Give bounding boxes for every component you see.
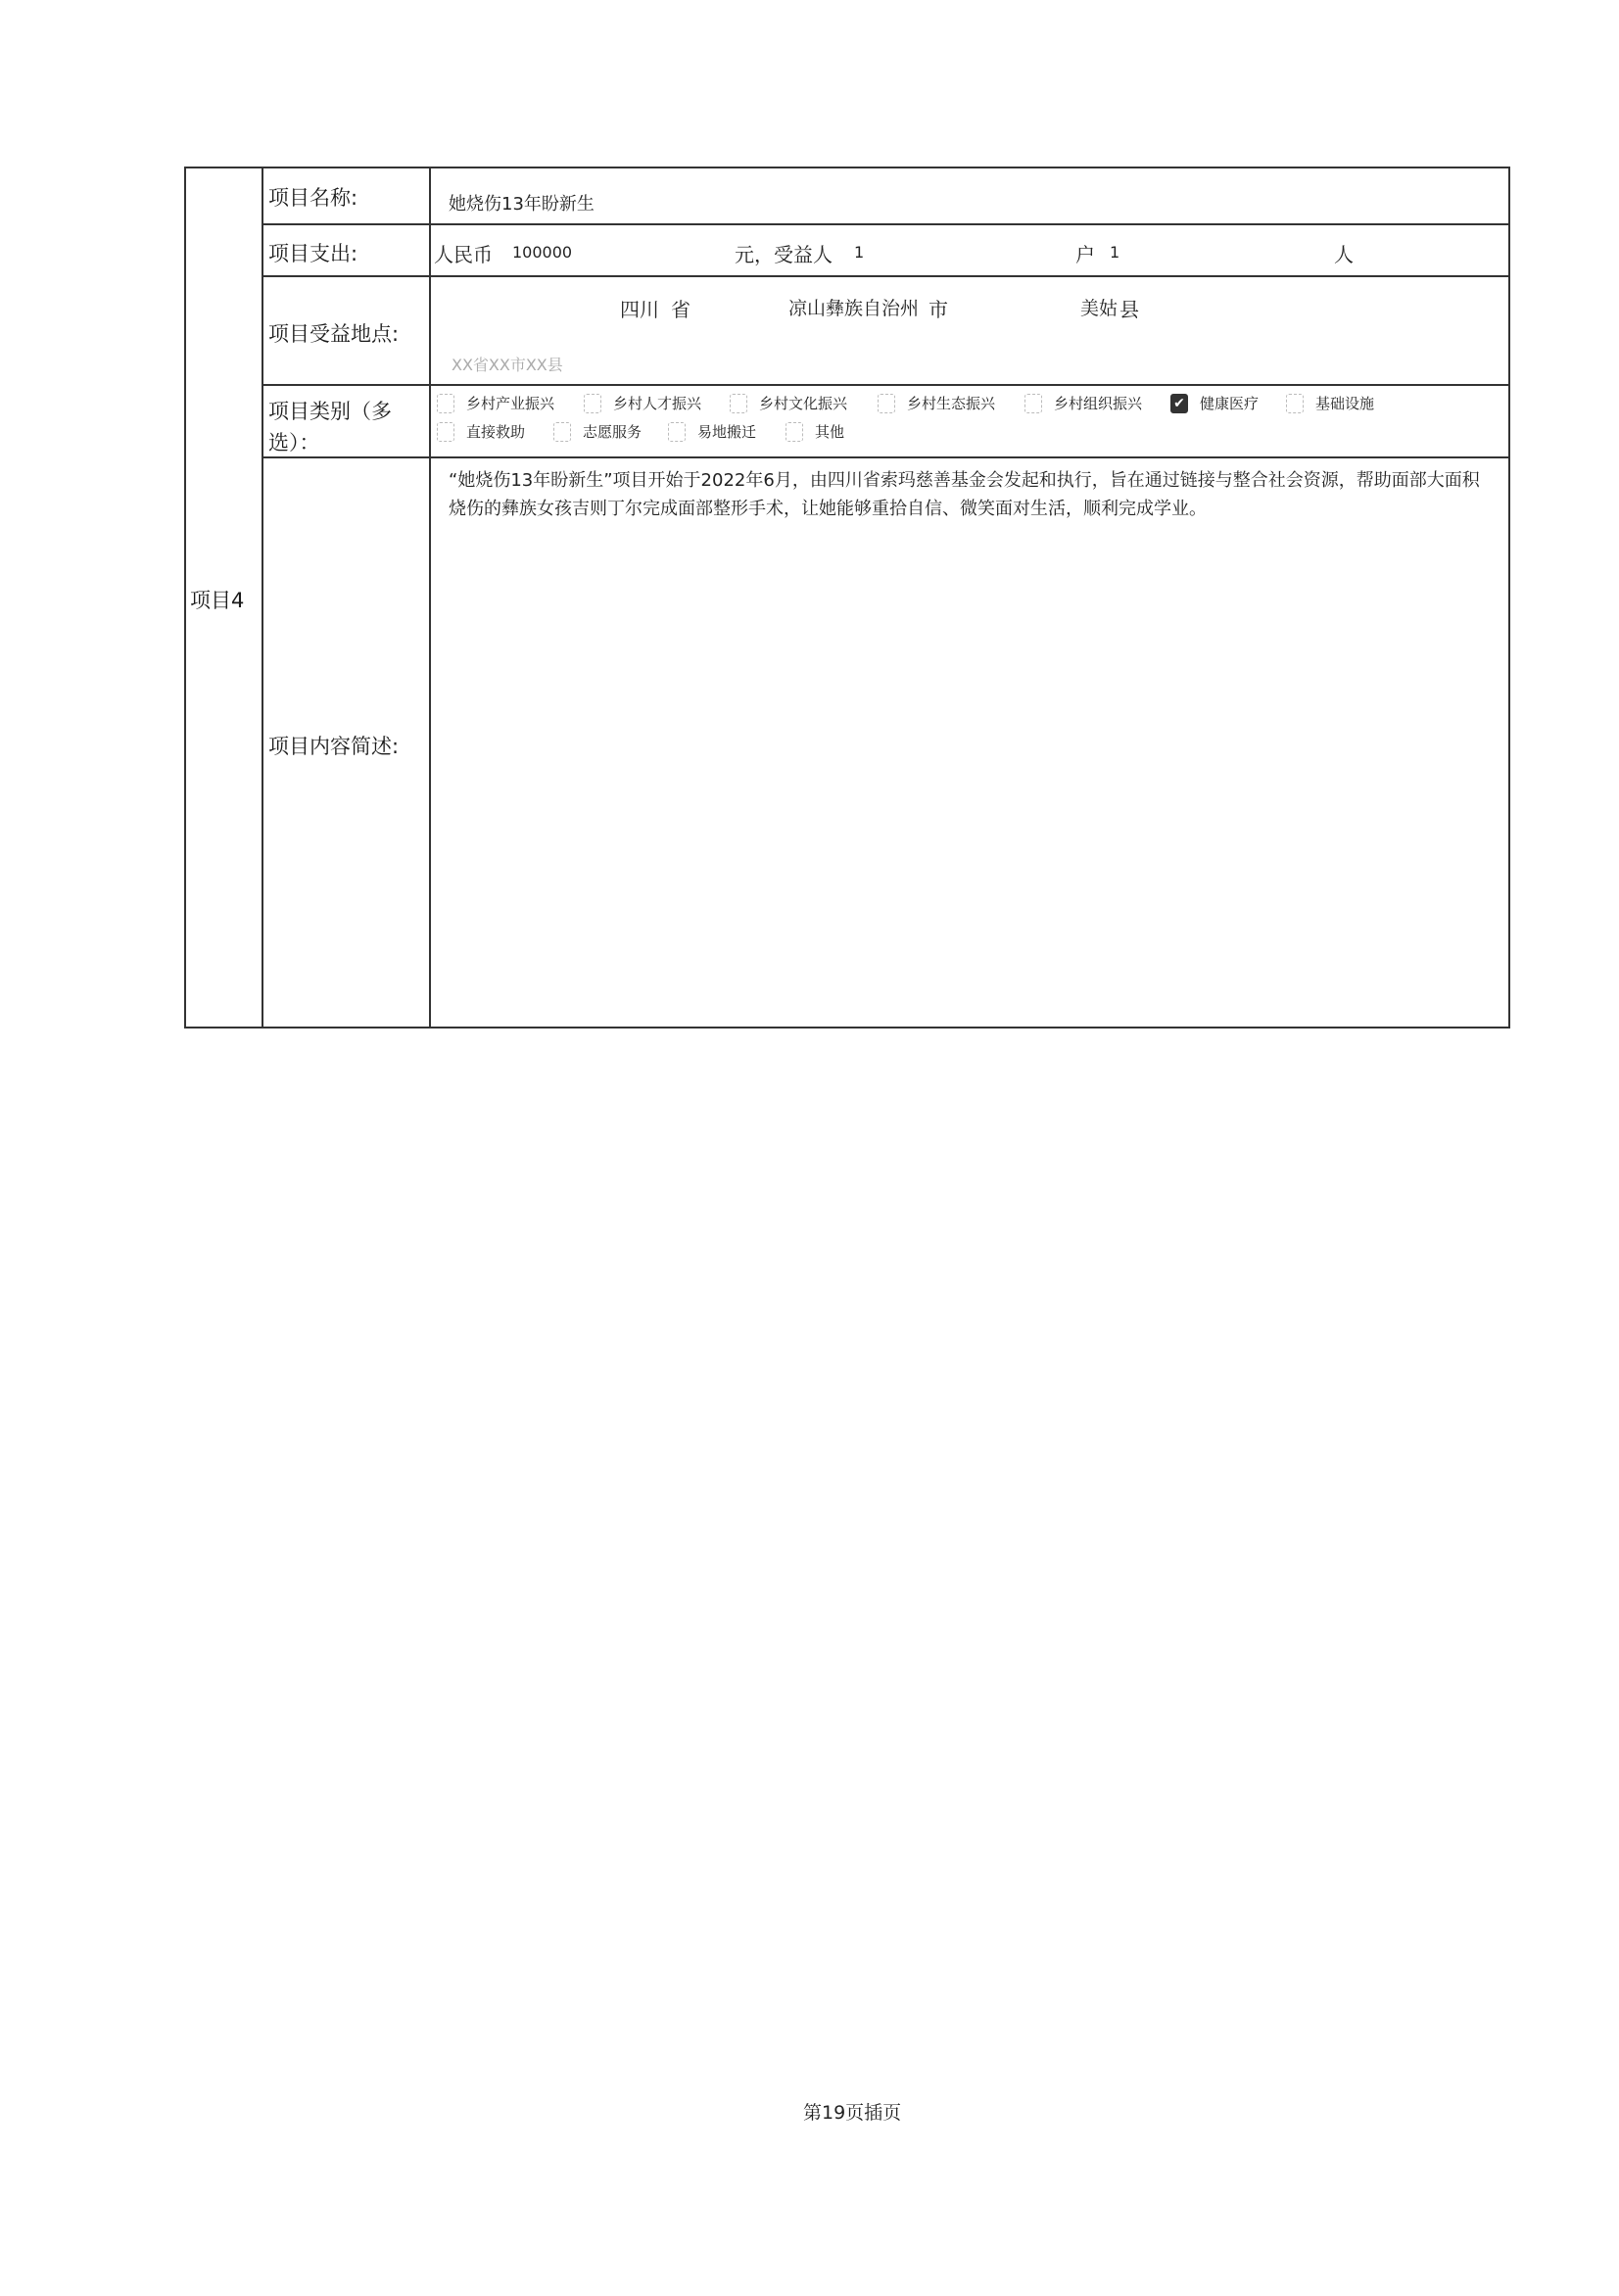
address-input[interactable]: XX省XX市XX县	[452, 356, 563, 374]
category-checkbox-rural-industry[interactable]	[437, 393, 554, 413]
row-divider	[262, 223, 1510, 225]
checkbox-icon	[437, 394, 454, 413]
checkbox-label: 乡村生态振兴	[907, 395, 996, 412]
checkbox-icon	[1024, 394, 1042, 413]
expense-label: 项目支出:	[268, 242, 358, 265]
checkbox-label: 易地搬迁	[697, 423, 757, 441]
row-divider	[262, 456, 1510, 458]
checkbox-icon	[584, 394, 601, 413]
name-label: 项目名称:	[268, 186, 358, 210]
column-divider	[429, 167, 431, 1028]
checkbox-label: 乡村组织振兴	[1054, 395, 1143, 412]
county-unit: 县	[1119, 298, 1139, 321]
checkbox-label: 志愿服务	[583, 423, 643, 441]
checkbox-icon	[878, 394, 895, 413]
row-divider	[262, 384, 1510, 386]
category-checkbox-healthcare[interactable]	[1170, 393, 1259, 413]
category-checkbox-infrastructure[interactable]	[1286, 393, 1374, 413]
checkbox-label: 健康医疗	[1200, 395, 1260, 412]
row-divider	[262, 275, 1510, 277]
city-field[interactable]: 凉山彝族自治州	[788, 298, 920, 319]
checkbox-label: 乡村人才振兴	[613, 395, 702, 412]
province-unit: 省	[671, 298, 690, 321]
table-border-top	[184, 167, 1510, 168]
households-field[interactable]: 1	[854, 243, 865, 262]
category-checkbox-volunteer[interactable]	[553, 421, 642, 442]
table-border-bottom	[184, 1027, 1510, 1028]
checkbox-label: 其他	[815, 423, 845, 441]
checkbox-icon	[1286, 394, 1304, 413]
name-field[interactable]: 她烧伤13年盼新生	[449, 194, 595, 215]
category-checkbox-other[interactable]	[786, 421, 844, 442]
category-checkbox-rural-organization[interactable]	[1024, 393, 1142, 413]
summary-label: 项目内容简述:	[268, 735, 400, 758]
checkbox-label: 乡村文化振兴	[759, 395, 848, 412]
county-field[interactable]: 美姑	[1080, 298, 1119, 319]
currency-label: 人民币	[434, 243, 493, 266]
province-field[interactable]: 四川	[620, 298, 659, 321]
table-border-right	[1508, 167, 1510, 1028]
category-checkbox-rural-talent[interactable]	[584, 393, 701, 413]
summary-text[interactable]: “她烧伤13年盼新生”项目开始于2022年6月，由四川省索玛慈善基金会发起和执行，旨在通过链接与整合社会资源，帮助面部大面积烧伤的彝族女孩吉则丁尔完成面部整形手术，让她能够重拾自信、微笑面对生活，顺利完成学业。	[449, 470, 1480, 519]
page-footer: 第19页插页	[803, 2102, 902, 2124]
city-unit: 市	[929, 298, 948, 321]
checkbox-icon	[437, 422, 454, 442]
checkbox-label: 乡村产业振兴	[466, 395, 555, 412]
project-group-label: 项目4	[190, 589, 245, 612]
checkbox-icon	[553, 422, 571, 442]
checkbox-icon	[786, 422, 803, 442]
column-divider	[262, 167, 263, 1028]
checkbox-icon	[668, 422, 686, 442]
category-checkbox-rural-ecology[interactable]	[878, 393, 995, 413]
table-border-left	[184, 167, 186, 1028]
yuan-beneficiary-label: 元，受益人	[735, 243, 833, 266]
checkbox-label: 直接救助	[466, 423, 526, 441]
category-checkbox-direct-aid[interactable]	[437, 421, 525, 442]
checkmark-icon: ✔	[1170, 394, 1188, 413]
category-checkbox-rural-culture[interactable]	[730, 393, 847, 413]
checkbox-label: 基础设施	[1315, 395, 1375, 412]
checkbox-icon	[730, 394, 747, 413]
people-unit: 人	[1334, 243, 1354, 266]
household-unit: 户	[1075, 243, 1095, 266]
people-field[interactable]: 1	[1110, 243, 1120, 262]
category-checkbox-relocation[interactable]	[668, 421, 756, 442]
amount-field[interactable]: 100000	[512, 243, 573, 262]
location-label: 项目受益地点:	[268, 322, 400, 346]
category-label-line2: 选）：	[268, 431, 320, 454]
category-label-line1: 项目类别（多	[268, 400, 392, 423]
